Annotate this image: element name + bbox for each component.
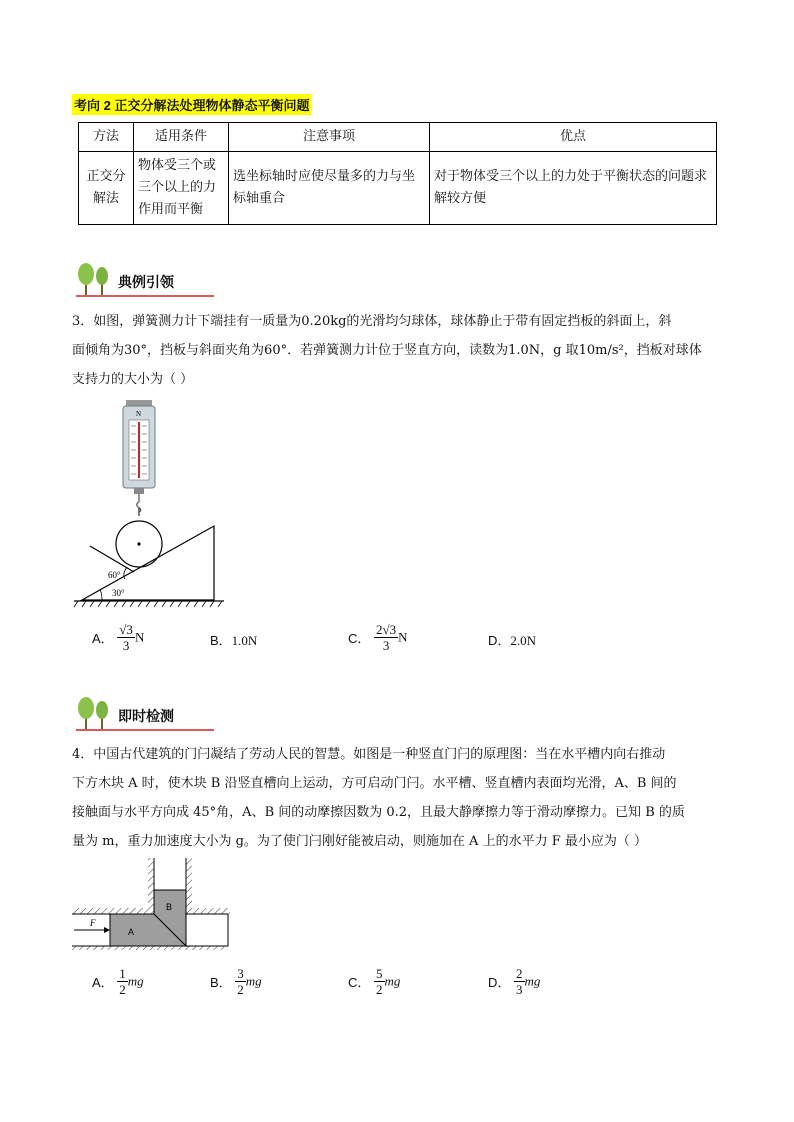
option-text: 2.0N [510, 633, 537, 648]
horizontal-groove-top-left [72, 908, 154, 914]
q3-option-c[interactable] [348, 622, 408, 653]
q4-line: 量为 m，重力加速度大小为 g。为了使门闩刚好能被启动，则施加在 A 上的水平力 F 最小应为（ ） [72, 834, 647, 849]
example-heading [74, 262, 214, 298]
option-unit: mg [384, 973, 401, 989]
option-label: A． [92, 975, 114, 990]
q4-option-c[interactable] [348, 966, 400, 997]
option-fraction [374, 966, 385, 997]
check-heading [74, 696, 214, 732]
option-unit: N [398, 629, 408, 645]
table-cell: 选坐标轴时应使尽量多的力与坐标轴重合 [229, 152, 430, 225]
q4-figure [72, 858, 232, 950]
vertical-groove-left-wall [148, 858, 154, 908]
table-cell: 物体受三个或三个以上的力作用而平衡 [134, 152, 229, 225]
angle-30-label: 30° [112, 588, 125, 598]
angle-60-label: 60° [108, 570, 121, 580]
fraction-numerator: √3 [119, 622, 133, 637]
q4-line: 下方木块 A 时，使木块 B 沿竖直槽向上运动，方可启动门闩。水平槽、竖直槽内表面均光滑，A、B 间的 [72, 776, 677, 791]
scale-top [126, 400, 152, 406]
table-cell: 正交分解法 [79, 152, 134, 225]
q3-text [72, 307, 722, 394]
q4-option-d[interactable] [488, 966, 540, 997]
table-header-row [79, 123, 717, 152]
option-label: D． [488, 633, 511, 648]
vertical-groove-right-wall [186, 858, 192, 908]
q3-line: 支持力的大小为（ ） [72, 372, 194, 387]
fraction-denominator: 3 [516, 982, 523, 997]
table-header: 优点 [430, 123, 717, 152]
fraction-denominator: 3 [122, 638, 130, 653]
table-row [79, 152, 717, 225]
option-fraction [514, 966, 525, 997]
q4-option-b[interactable] [210, 966, 262, 997]
q3-line: 3．如图，弹簧测力计下端挂有一质量为0.20kg的光滑均匀球体，球体静止于带有固定挡板的斜面上，斜 [72, 314, 672, 329]
option-label: B． [210, 633, 232, 648]
block-a-label: A [128, 927, 135, 937]
fraction-numerator: 1 [119, 966, 126, 981]
scale-unit: N [136, 410, 142, 418]
option-label: C． [348, 631, 371, 646]
option-fraction [235, 966, 246, 997]
block-b-label: B [166, 902, 173, 912]
option-label: C． [348, 975, 371, 990]
table-header: 注意事项 [229, 123, 430, 152]
table-cell: 对于物体受三个以上的力处于平衡状态的问题求解较方便 [430, 152, 717, 225]
option-label: B． [210, 975, 232, 990]
fraction-numerator: 3 [237, 966, 244, 981]
horizontal-groove-bottom [72, 946, 228, 950]
fraction-numerator: 2 [516, 966, 523, 981]
option-label: D． [488, 975, 511, 990]
option-label: A． [92, 631, 114, 646]
q4-text [72, 740, 722, 856]
fraction-numerator: 2√3 [376, 622, 397, 637]
option-unit: N [134, 629, 145, 645]
option-unit: mg [127, 973, 144, 989]
q4-line: 4．中国古代建筑的门闩凝结了劳动人民的智慧。如图是一种竖直门闩的原理图：当在水平槽内向右推动 [72, 747, 666, 762]
fraction-denominator: 2 [119, 982, 126, 997]
q4-option-a[interactable] [92, 966, 144, 997]
q3-line: 面倾角为30°，挡板与斜面夹角为60°．若弹簧测力计位于竖直方向，读数为1.0N，g 取10m/s²，挡板对球体 [72, 343, 702, 358]
fraction-denominator: 3 [382, 638, 390, 653]
fraction-numerator: 5 [376, 966, 383, 981]
q3-figure [72, 398, 232, 610]
table-header: 方法 [79, 123, 134, 152]
option-text: 1.0N [231, 633, 258, 648]
option-fraction [117, 966, 128, 997]
check-heading-label: 即时检测 [118, 708, 174, 724]
horizontal-groove-top-right [186, 908, 230, 914]
method-table [78, 122, 717, 225]
force-label: F [90, 918, 96, 928]
option-unit: mg [524, 973, 541, 989]
option-fraction [374, 622, 398, 653]
section-title: 考向 2 正交分解法处理物体静态平衡问题 [72, 94, 311, 115]
example-heading-label: 典例引领 [118, 274, 174, 290]
q3-option-a[interactable] [92, 622, 144, 653]
table-header: 适用条件 [134, 123, 229, 152]
fraction-denominator: 2 [237, 982, 244, 997]
q4-line: 接触面与水平方向成 45°角，A、B 间的动摩擦因数为 0.2，且最大静摩擦力等于滑动摩擦力。已知 B 的质 [72, 805, 685, 820]
option-fraction [117, 622, 135, 653]
option-unit: mg [245, 973, 262, 989]
q3-option-b[interactable] [210, 630, 257, 649]
fraction-denominator: 2 [376, 982, 383, 997]
q3-option-d[interactable] [488, 630, 536, 649]
